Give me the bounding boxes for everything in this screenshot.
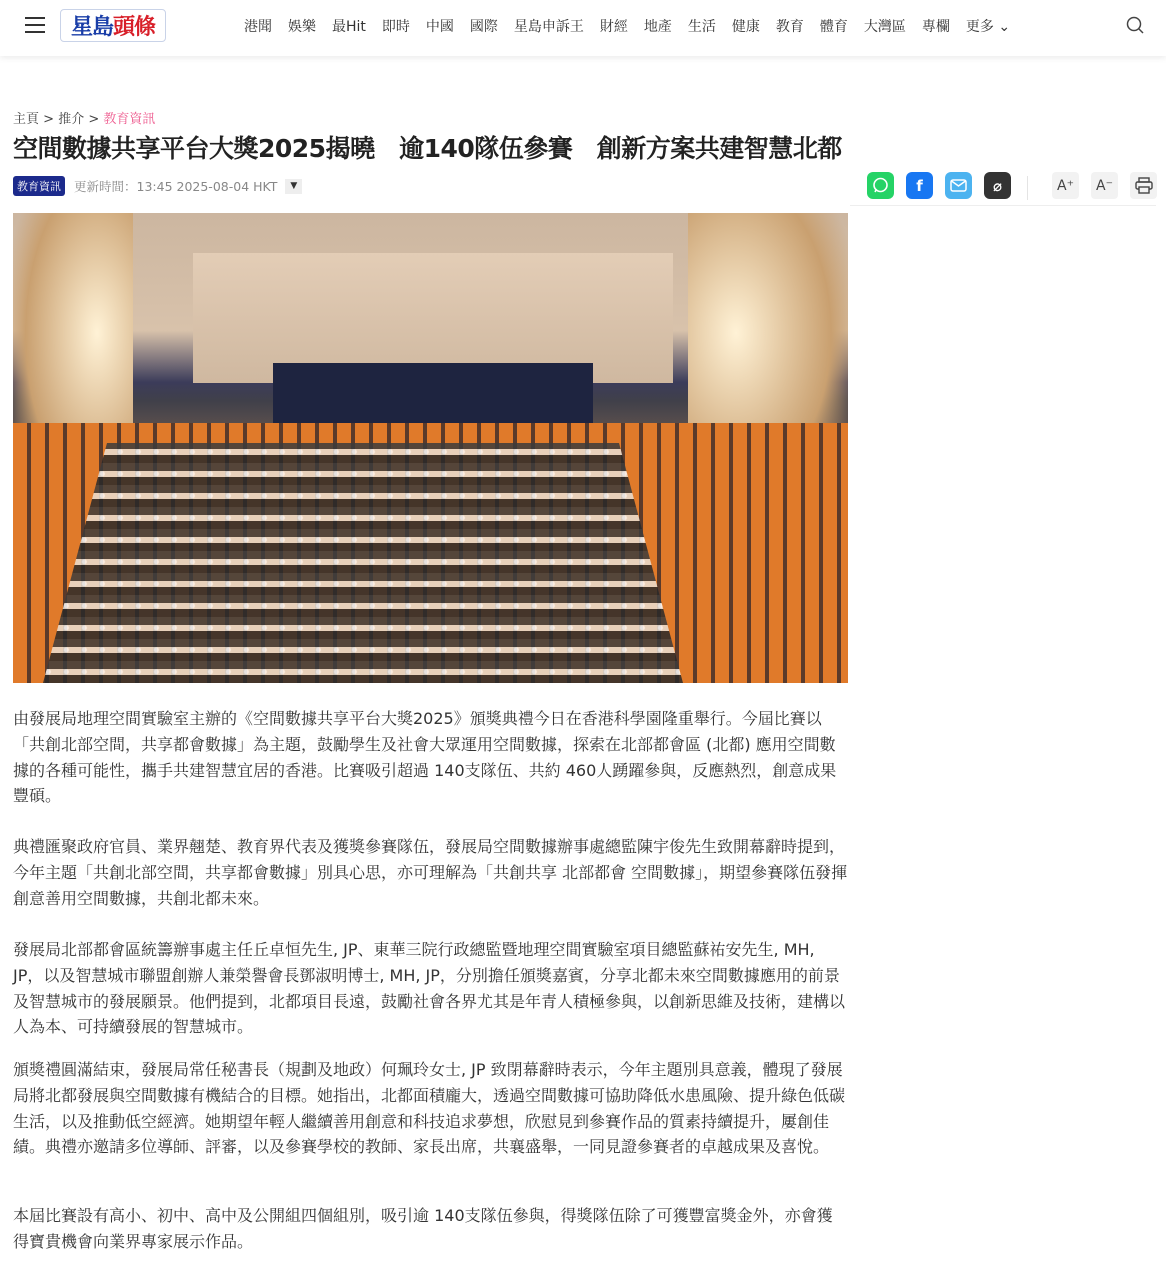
print-button[interactable]: [1130, 172, 1157, 199]
print-icon: [1135, 177, 1153, 194]
nav-item[interactable]: 港聞: [244, 19, 272, 35]
main-nav: [244, 16, 1026, 36]
breadcrumb-home[interactable]: 主頁: [13, 112, 40, 127]
nav-item[interactable]: 中國: [425, 19, 454, 35]
article-paragraph: 典禮匯聚政府官員、業界翹楚、教育界代表及獲獎參賽隊伍，發展局空間數據辦事處總監陳宇俊先生致開幕辭時提到，今年主題「共創北部空間，共享都會數據」別具心思，亦可理解為「共創共享 北部都會 空間數據」，期望參賽隊伍發揮創意善用空間數據，共創北都未來。: [13, 837, 848, 908]
nav-item[interactable]: 大灣區: [863, 19, 906, 35]
site-header: [0, 0, 1166, 56]
nav-item[interactable]: 體育: [819, 19, 848, 35]
divider: [1027, 176, 1028, 200]
breadcrumb: [13, 108, 155, 127]
email-share-button[interactable]: [945, 172, 972, 199]
breadcrumb-current[interactable]: 教育資訊: [103, 112, 156, 127]
caret-down-icon[interactable]: ▼: [285, 179, 302, 194]
nav-item[interactable]: 財經: [599, 19, 628, 35]
hamburger-menu-icon[interactable]: [25, 17, 45, 33]
updated-time: 更新時間：13:45 2025-08-04 HKT: [74, 179, 278, 194]
nav-more[interactable]: 更多 ⌄: [965, 19, 1011, 35]
breadcrumb-separator: >: [88, 112, 100, 127]
nav-item[interactable]: 生活: [687, 19, 716, 35]
search-icon[interactable]: [1126, 16, 1144, 34]
facebook-icon: f: [916, 176, 923, 195]
site-logo[interactable]: 星島 頭條: [60, 9, 166, 42]
article-paragraph: 發展局北部都會區統籌辦事處主任丘卓恒先生, JP、東華三院行政總監暨地理空間實驗室項目總監蘇祐安先生, MH, JP，以及智慧城市聯盟創辦人兼榮譽會長鄧淑明博士, MH, JP，分別擔任頒獎嘉賓，分享北都未來空間數據應用的前景及智慧城市的發展願景。他們提到，北都項目長遠，鼓勵社會各界尤其是年青人積極參與，以創新思維及技術，建構以人為本、可持續發展的智慧城市。: [13, 940, 846, 1037]
decrease-font-button[interactable]: [1091, 172, 1118, 199]
article-photo: [13, 213, 848, 683]
whatsapp-icon: [872, 177, 889, 194]
facebook-share-button[interactable]: [906, 172, 933, 199]
copy-link-button[interactable]: [984, 172, 1011, 199]
nav-item[interactable]: 娛樂: [288, 19, 316, 35]
email-icon: [950, 179, 967, 192]
font-decrease-icon: A⁻: [1096, 177, 1113, 194]
nav-item[interactable]: 健康: [731, 19, 760, 35]
article-title: 空間數據共享平台大獎2025揭曉 逾140隊伍參賽 創新方案共建智慧北都: [13, 134, 842, 163]
article-paragraph: 本屆比賽設有高小、初中、高中及公開組四個組別，吸引逾 140支隊伍參與，得獎隊伍除了可獲豐富獎金外，亦會獲得寶貴機會向業界專家展示作品。: [13, 1206, 833, 1251]
breadcrumb-separator: >: [43, 112, 55, 127]
nav-item[interactable]: 即時: [381, 19, 410, 35]
nav-item[interactable]: 國際: [469, 19, 498, 35]
paperclip-icon: ⌀: [992, 176, 1003, 195]
nav-item[interactable]: 教育: [775, 19, 804, 35]
nav-item[interactable]: 專欄: [921, 19, 950, 35]
article-meta: [13, 176, 302, 196]
nav-item[interactable]: 星島申訴王: [513, 19, 584, 35]
breadcrumb-section[interactable]: 推介: [58, 112, 85, 127]
nav-item[interactable]: 最Hit: [332, 19, 366, 35]
category-tag[interactable]: 教育資訊: [13, 176, 65, 196]
increase-font-button[interactable]: [1052, 172, 1079, 199]
whatsapp-share-button[interactable]: [867, 172, 894, 199]
nav-item[interactable]: 地產: [643, 19, 672, 35]
divider: [850, 205, 1156, 206]
article-paragraph: 由發展局地理空間實驗室主辦的《空間數據共享平台大獎2025》頒獎典禮今日在香港科學園隆重舉行。今屆比賽以「共創北部空間，共享都會數據」為主題，鼓勵學生及社會大眾運用空間數據，探索在北部都會區 (北都) 應用空間數據的各種可能性，攜手共建智慧宜居的香港。比賽吸引超過 140支隊伍、共約 460人踴躍參與，反應熱烈，創意成果豐碩。: [13, 709, 837, 806]
font-increase-icon: A⁺: [1057, 177, 1074, 194]
article-paragraph: 頒獎禮圓滿結束，發展局常任秘書長（規劃及地政）何珮玲女士, JP 致閉幕辭時表示，今年主題別具意義，體現了發展局將北都發展與空間數據有機結合的目標。她指出，北都面積龐大，透過空間數據可協助降低水患風險、提升綠色低碳生活，以及推動低空經濟。她期望年輕人繼續善用創意和科技追求夢想，欣慰見到參賽作品的質素持續提升，屢創佳績。典禮亦邀請多位導師、評審，以及參賽學校的教師、家長出席，共襄盛舉，一同見證參賽者的卓越成果及喜悅。: [13, 1060, 846, 1157]
